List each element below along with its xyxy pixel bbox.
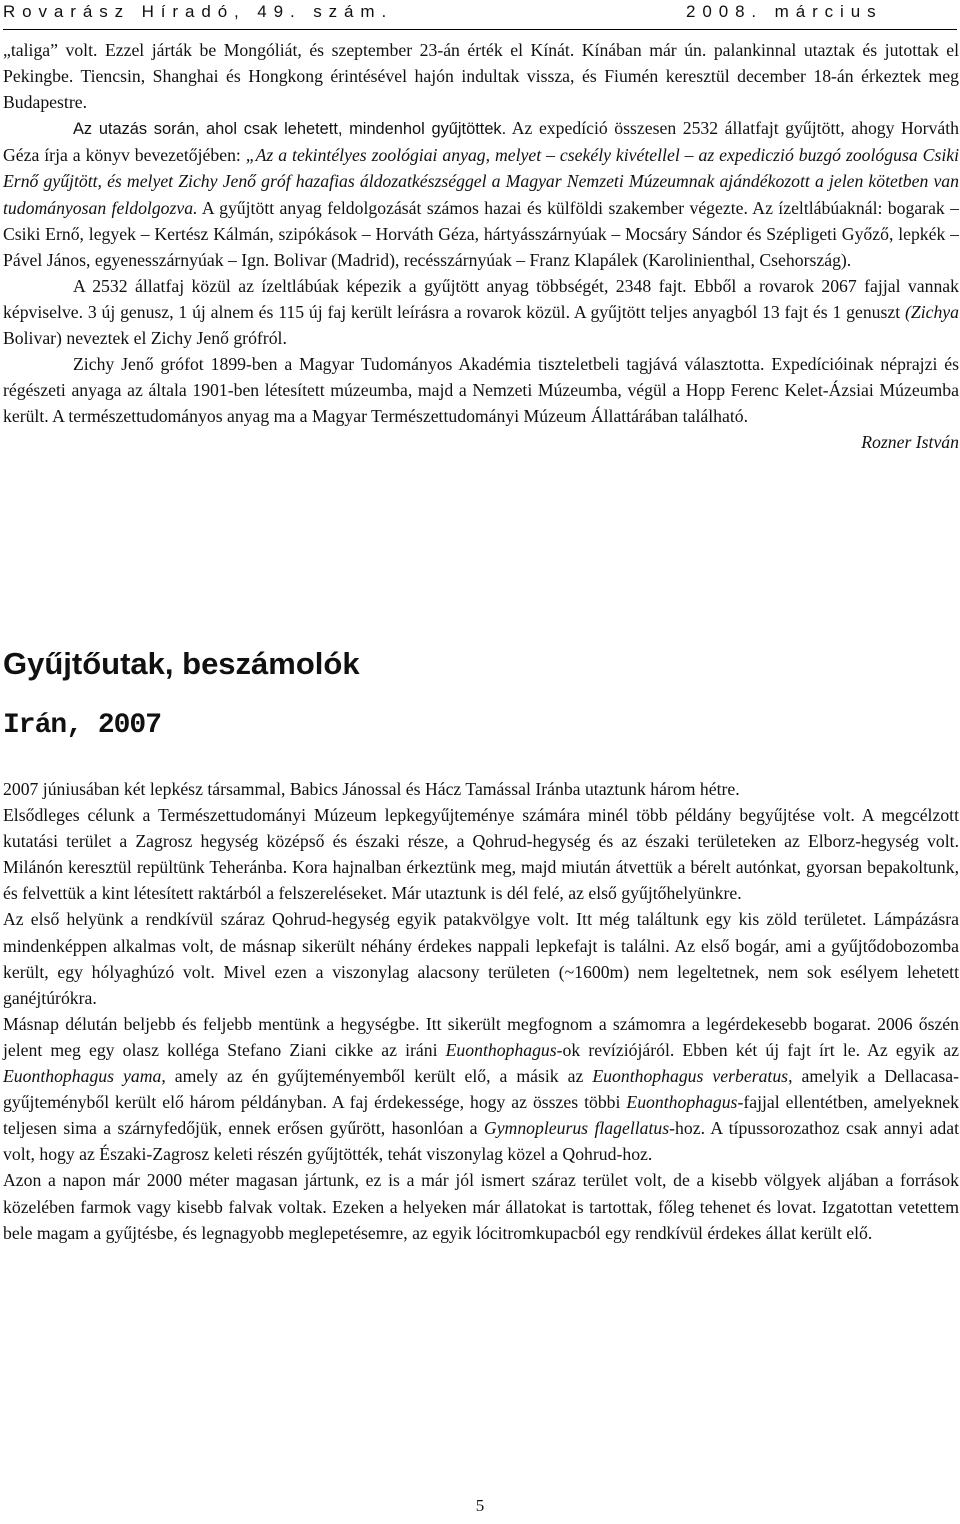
article-continuation: [3, 37, 959, 455]
paragraph-rest: [3, 118, 959, 269]
paragraph: [3, 802, 959, 906]
text-run: Azon a napon már 2000 méter magasan jártunk, ez is a már jól ismert száraz terület volt, de a kisebb völgyek aljában a források közelében farmok vagy kisebb falvak voltak. Ezeken a helyeken már állatokat is tartottak, főleg tehenet és lovat. Izgatottan vetettem bele magam a gyűjtésbe, és legnagyobb meglepetésemre, az egyik lócitromkupacból egy rendkívül érdekes állat került elő.: [3, 1170, 959, 1243]
italic-run: Euonthophagus verberatus: [592, 1066, 789, 1087]
sans-sentence: Az utazás során, ahol csak lehetett, mindenhol gyűjtöttek.: [73, 120, 507, 139]
text-run: 2007 júniusában két lepkész társammal, Babics Jánossal és Hácz Tamással Iránba utaztunk három hétre.: [3, 779, 740, 799]
article-title: Irán, 2007: [3, 710, 162, 741]
text-run: , amely az én gyűjteményemből került elő, a másik az: [161, 1066, 593, 1087]
text-run: -hoz. A típussorozathoz csak annyi adat volt, hogy az Északi-Zagrosz keleti részén gyűjtötték, tehát viszonylag közel a Qohrud-hoz.: [3, 1118, 959, 1165]
paragraph: [3, 776, 959, 802]
text-run: Elsődleges célunk a Természettudományi Múzeum lepkegyűjteménye számára minél több példány begyűjtése volt. A megcélzott kutatási terület a Zagrosz hegység középső és északi része, a Qohrud-hegység és az északi területeken az Elborz-hegység volt. Milánón keresztül repültünk Teheránba. Kora hajnalban érkeztünk meg, majd miután átvettük a bérelt autónkat, gyorsan bepakoltunk, és felvettük a kint létesített raktárból a felszereléseket. Már utaztunk is dél felé, az első gyűjtőhelyünkre.: [3, 805, 959, 904]
paragraph: [3, 906, 959, 1010]
paragraph: [3, 1167, 959, 1245]
author-signature: Rozner István: [861, 432, 959, 453]
italic-run: (Zichya: [904, 301, 959, 322]
section-heading: Gyűjtőutak, beszámolók: [3, 646, 360, 681]
header-rule: [3, 29, 957, 30]
article-body: [3, 776, 959, 1246]
italic-run: „Az a tekintélyes zoológiai anyag, melyet – csekély kivétellel – az expediczió buzgó zoológusa Csiki Ernő gyűjtött, és melyet Zichy Jenő gróf hazafias áldozatkészséggel a Magyar Nemzeti Múzeumnak ajándékozott a jelen kötetben van tudományosan feldolgozva.: [3, 145, 960, 218]
text-run: , amelyik a Dellacasa-gyűjteményből került elő három példányban. A faj érdekessége, hogy az összes többi: [3, 1066, 959, 1113]
running-header: [3, 2, 943, 26]
paragraph: [3, 273, 959, 351]
paragraph: [3, 115, 959, 273]
paragraph: [3, 37, 959, 115]
text-run: Zichy Jenő grófot 1899-ben a Magyar Tudományos Akadémia tiszteletbeli tagjává választotta. Expedícióinak néprajzi és régészeti anyaga az általa 1901-ben létesített múzeumba, majd a Nemzeti Múzeumba, végül a Hopp Ferenc Kelet-Ázsiai Múzeumba került. A természettudományos anyag ma a Magyar Természettudományi Múzeum Állattárában található.: [3, 354, 959, 427]
header-journal-issue: Rovarász Híradó, 49. szám.: [3, 2, 394, 21]
italic-run: Gymnopleurus flagellatus: [483, 1118, 670, 1139]
paragraph: [3, 351, 959, 429]
text-run: -ok revíziójáról. Ebben két új fajt írt le. Az egyik az: [556, 1039, 959, 1060]
text-run: -fajjal ellentétben, amelyeknek teljesen sima a szárnyfedőjük, ennek erősen gyűrött, hasonlóan a: [3, 1092, 960, 1139]
text-run: A 2532 állatfaj közül az ízeltlábúak képezik a gyűjtött anyag többségét, 2348 fajt. Ebből a rovarok 2067 fajjal vannak képviselve. 3 új genusz, 1 új alnem és 115 új faj került leírásra a rovarok közül. A gyűjtött teljes anyagból 13 fajt és 1 genuszt: [3, 275, 959, 322]
text-run: Az első helyünk a rendkívül száraz Qohrud-hegység egyik patakvölgye volt. Itt még találtunk egy kis zöld területet. Lámpázásra mindenképpen alkalmas volt, de másnap sikerült néhány érdekes nappali lepkefajt is találni. Az első bogár, ami a gyűjtődobozomba került, egy hólyaghúzó volt. Mivel ezen a viszonylag alacsony területen (~1600m) nem legeltetnek, nem sok esélyem lehetett ganéjtúrókra.: [3, 909, 959, 1008]
text-run: Bolivar) neveztek el Zichy Jenő grófról.: [3, 328, 287, 349]
italic-run: Euonthophagus: [445, 1039, 557, 1060]
text-run: „taliga” volt. Ezzel járták be Mongóliát, és szeptember 23-án érték el Kínát. Kínában már ún. palankinnal utaztak és jutottak el Pekingbe. Tiencsin, Shanghai és Hongkong érintésével hajón indultak vissza, és Fiumén keresztül december 18-án érkeztek meg Budapestre.: [3, 40, 959, 113]
page-number: 5: [475, 1496, 485, 1515]
text-run: Az expedíció összesen 2532 állatfajt gyűjtött, ahogy Horváth Géza írja a könyv bevezetőjében:: [3, 118, 959, 166]
italic-run: Euonthophagus: [626, 1092, 738, 1113]
text-run: Másnap délután beljebb és feljebb mentünk a hegységbe. Itt sikerült megfognom a számomra a legérdekesebb bogarat. 2006 őszén jelent meg egy olasz kolléga Stefano Ziani cikke az iráni: [3, 1013, 959, 1060]
paragraph: [3, 1011, 959, 1168]
text-run: A gyűjtött anyag feldolgozását számos hazai és külföldi szakember végezte. Az ízeltlábúaknál: bogarak – Csiki Ernő, legyek – Kertész Kálmán, szipókások – Horváth Géza, hártyásszárnyúak – Mocsáry Sándor és Szépligeti Győző, lepkék – Pável János, egyenesszárnyúak – Ign. Bolivar (Madrid), recésszárnyúak – Franz Klapálek (Karolinienthal, Csehország).: [3, 197, 959, 270]
header-date: 2008. március: [686, 2, 883, 21]
italic-run: Euonthophagus yama: [3, 1066, 162, 1087]
